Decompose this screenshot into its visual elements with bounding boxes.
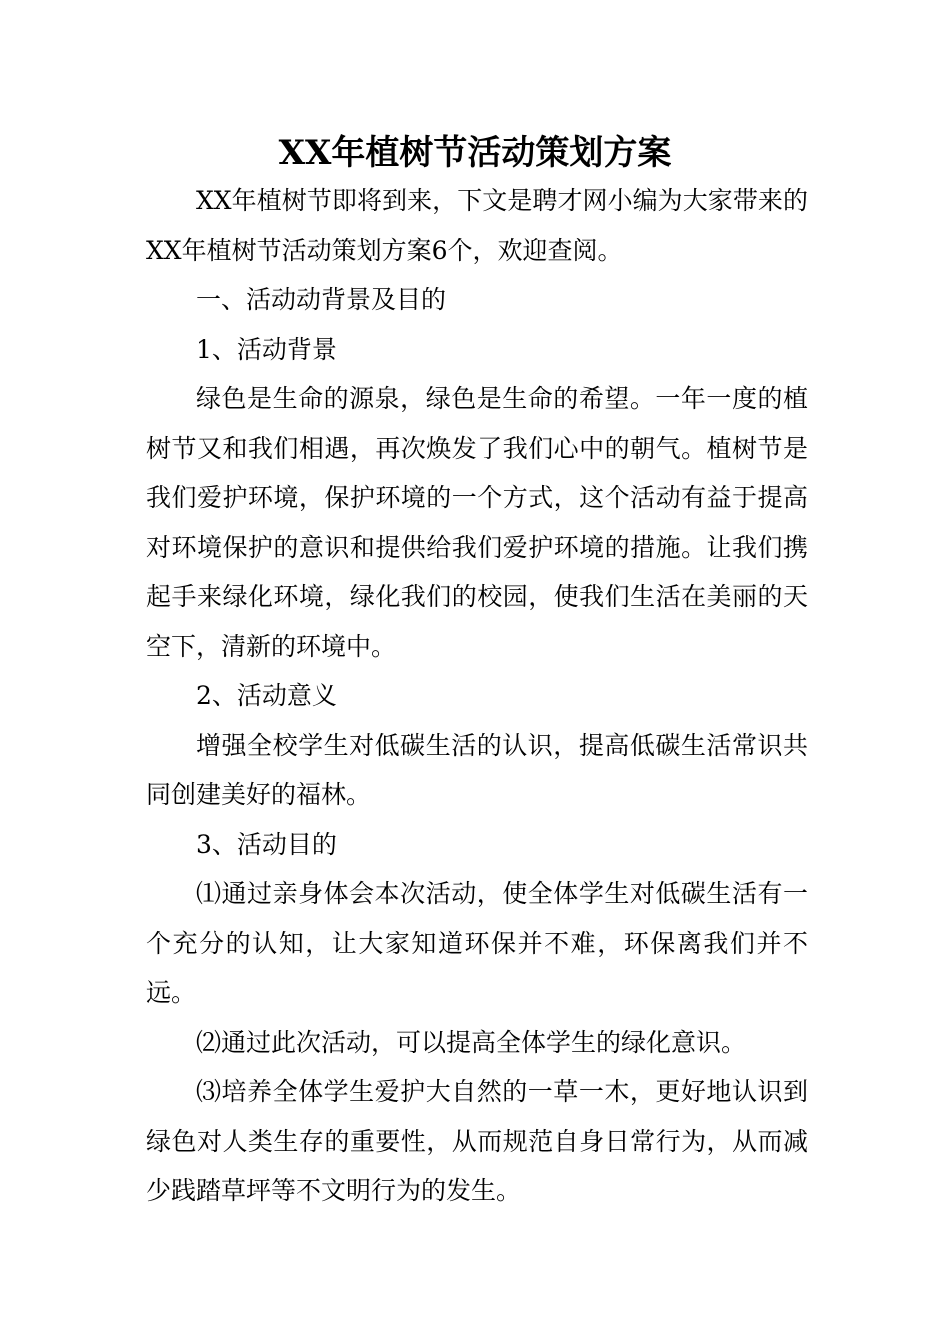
document-title: XX年植树节活动策划方案 <box>278 133 672 173</box>
goal-item-2: ⑵通过此次活动，可以提高全体学生的绿化意识。 <box>196 1027 747 1057</box>
background-paragraph: 绿色是生命的源泉，绿色是生命的希望。一年一度的植树节又和我们相遇，再次焕发了我们心中的朝气。植树节是我们爱护环境，保护环境的一个方式，这个活动有益于提高对环境保护的意识和提供给我们爱护环境的措施。让我们携起手来绿化环境，绿化我们的校园，使我们生活在美丽的天空下，清新的环境中。 <box>146 384 808 661</box>
goal-item-1: ⑴通过亲身体会本次活动，使全体学生对低碳生活有一个充分的认知，让大家知道环保并不难，环保离我们并不远。 <box>146 879 808 1007</box>
significance-paragraph: 增强全校学生对低碳生活的认识，提高低碳生活常识共同创建美好的福林。 <box>146 730 808 809</box>
section-heading-background-purpose: 一、活动动背景及目的 <box>196 285 447 314</box>
intro-paragraph: XX年植树节即将到来，下文是聘才网小编为大家带来的XX年植树节活动策划方案6个，欢迎查阅。 <box>146 186 808 265</box>
document-body <box>146 176 808 1216</box>
goal-item-3: ⑶培养全体学生爱护大自然的一草一木，更好地认识到绿色对人类生存的重要性，从而规范自身日常行为，从而减少践踏草坪等不文明行为的发生。 <box>146 1077 808 1205</box>
subheading-activity-background: 1、活动背景 <box>196 334 337 364</box>
subheading-activity-goals: 3、活动目的 <box>196 829 337 859</box>
subheading-activity-significance: 2、活动意义 <box>196 681 337 710</box>
